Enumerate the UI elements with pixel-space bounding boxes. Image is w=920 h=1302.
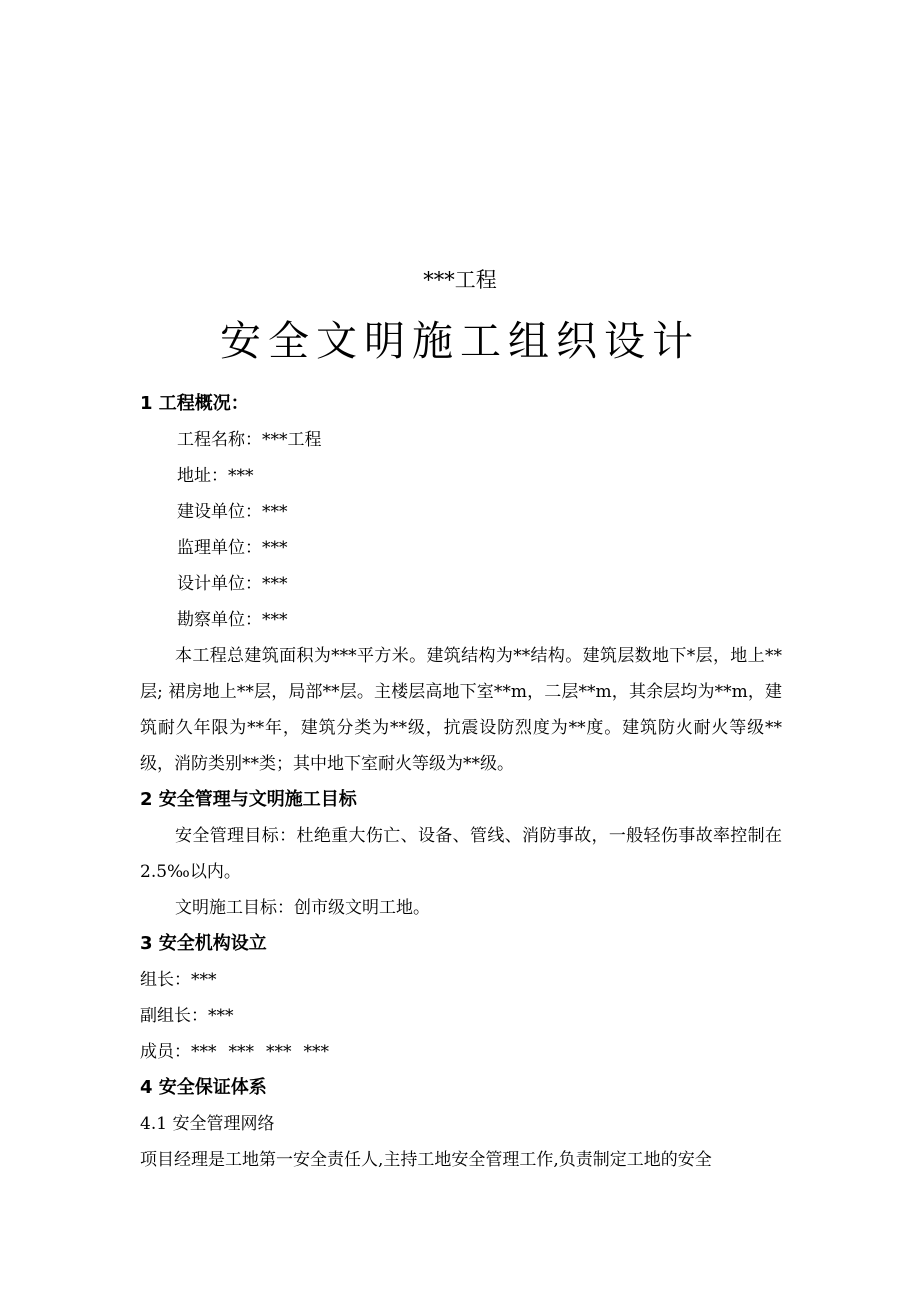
group-leader: 组长：*** [140,970,217,990]
group-member-4: *** [303,1042,329,1062]
section-1-paragraph: 本工程总建筑面积为***平方米。建筑结构为**结构。建筑层数地下*层，地上**层; 裙房地上**层，局部**层。主楼层高地下室**m，二层**m，其余层均为**m，建筑耐久年限为**年，建筑分类为**级，抗震设防烈度为**度。建筑防火耐火等级**级，消防类别**类；其中地下室耐火等级为**级。 [140,646,782,774]
field-project-name: 工程名称：***工程 [177,430,322,450]
document-subtitle: ***工程 [423,268,497,292]
section-1-heading: 1 工程概况： [140,393,249,414]
group-member-3: *** [266,1042,292,1062]
group-deputy-leader: 副组长：*** [140,1006,234,1026]
group-member-1: *** [191,1042,217,1062]
field-address: 地址：*** [177,466,254,486]
document-title: 安全文明施工组织设计 [220,317,700,365]
group-members [140,1034,782,1070]
section-2-paragraph-civilization-goal: 文明施工目标：创市级文明工地。 [175,898,430,918]
section-4-paragraph: 项目经理是工地第一安全责任人,主持工地安全管理工作,负责制定工地的安全 [140,1150,712,1170]
section-4-heading: 4 安全保证体系 [140,1077,267,1098]
field-builder: 建设单位：*** [177,502,288,522]
field-surveyor: 勘察单位：*** [177,610,288,630]
field-supervisor: 监理单位：*** [177,538,288,558]
section-4-1-subheading: 4.1 安全管理网络 [140,1114,275,1134]
section-2-heading: 2 安全管理与文明施工目标 [140,789,357,810]
group-member-2: *** [228,1042,254,1062]
section-3-heading: 3 安全机构设立 [140,933,267,954]
document-content [140,386,782,1178]
field-designer: 设计单位：*** [177,574,288,594]
section-2-paragraph-safety-goal: 安全管理目标：杜绝重大伤亡、设备、管线、消防事故，一般轻伤事故率控制在 2.5‰以内。 [140,826,782,882]
group-members-label: 成员： [140,1042,191,1062]
